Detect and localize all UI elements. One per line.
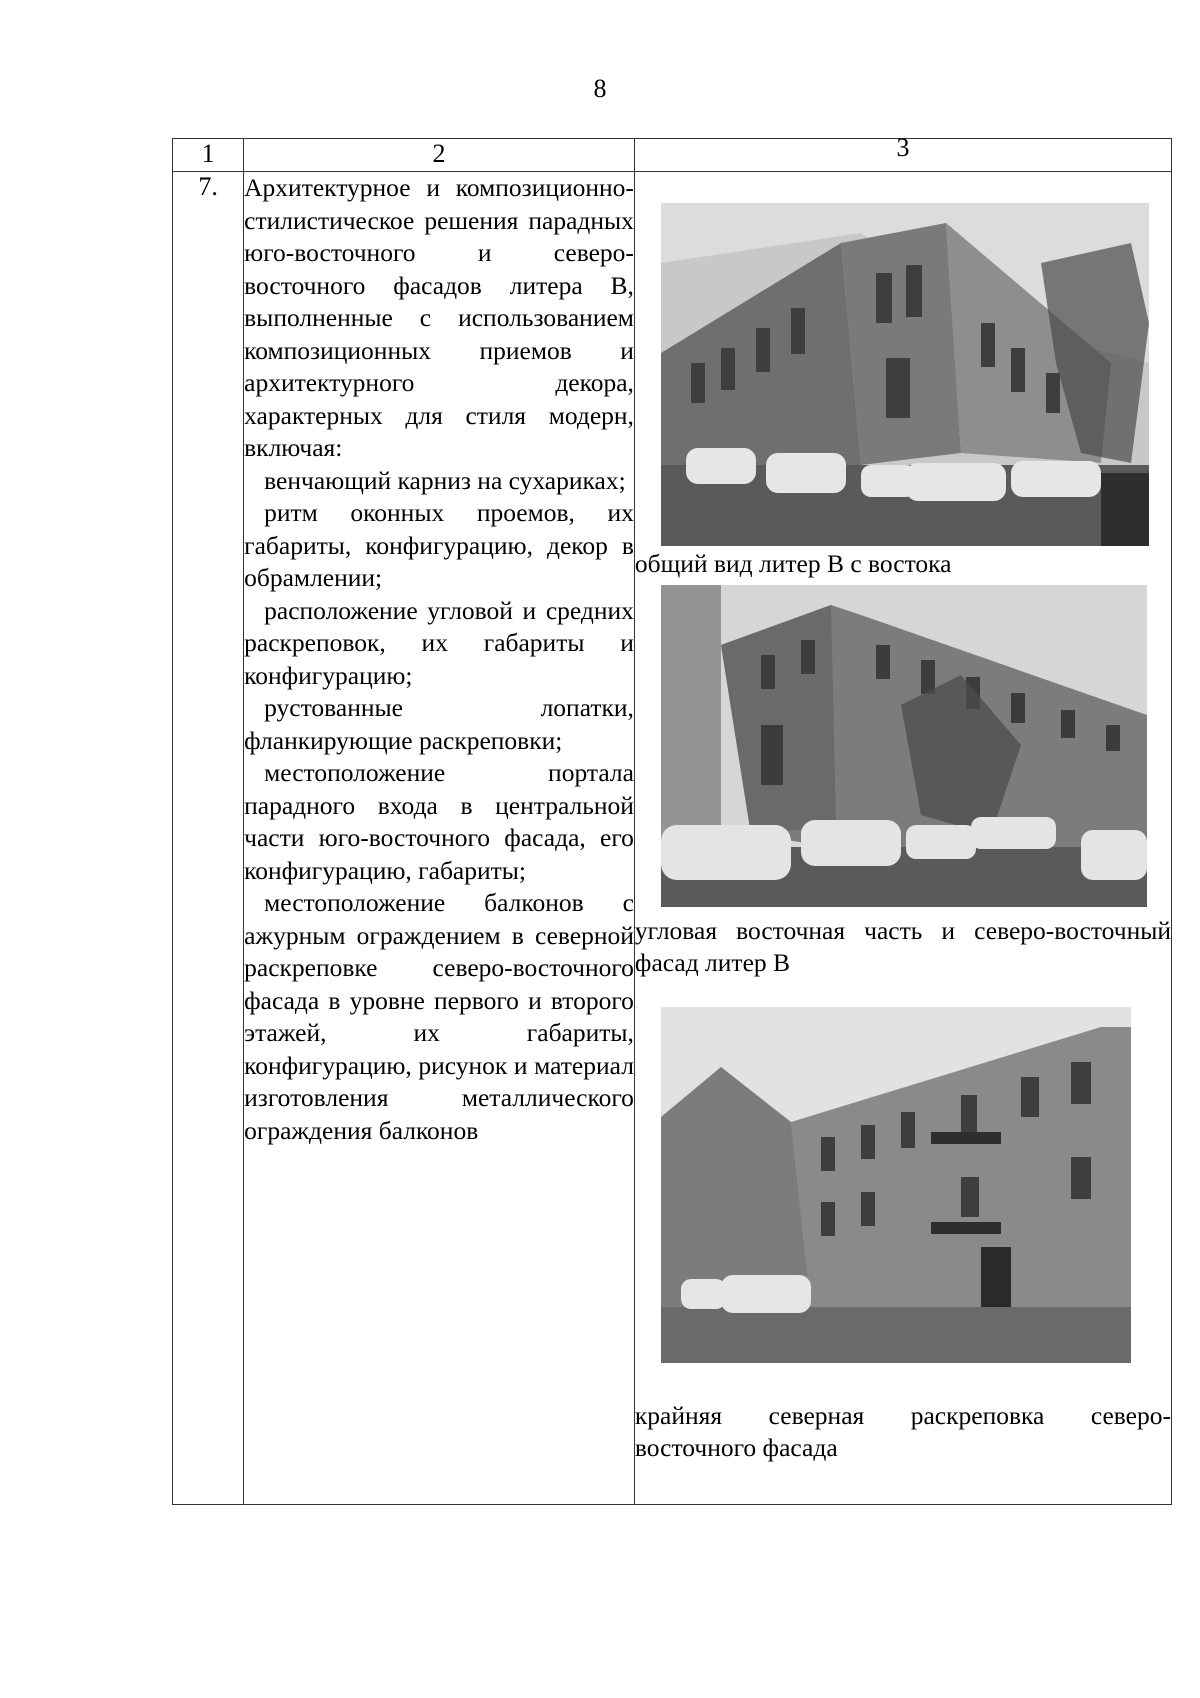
photo-caption: крайняя северная раскреповка северо-восточного фасада xyxy=(634,1400,1171,1462)
photo-caption: общий вид литер В с востока xyxy=(634,549,952,578)
description-item: местоположение балконов с ажурным ограждением в северной раскреповке северо-восточного фасада в уровне первого и второго этажей, их габариты, конфигурацию, рисунок и материал изготовления металлического ограждения балконов xyxy=(244,888,634,1145)
table-row xyxy=(173,172,1172,1505)
row-description xyxy=(244,172,635,1505)
row-photos xyxy=(634,172,1171,1505)
page-number: 8 xyxy=(593,74,607,103)
photo-caption: угловая восточная часть и северо-восточный фасад литер В xyxy=(634,915,1171,977)
column-header-3-label: 3 xyxy=(896,133,910,162)
description-item: рустованные лопатки, фланкирующие раскреповки; xyxy=(244,693,634,755)
description-item: венчающий карниз на сухариках; xyxy=(264,465,626,495)
row-number: 7. xyxy=(173,172,244,1505)
table-header-row xyxy=(173,139,1172,172)
description-item: ритм оконных проемов, их габариты, конфигурацию, декор в обрамлении; xyxy=(244,498,634,592)
column-header-2: 2 xyxy=(244,139,635,172)
building-photo-corner-view xyxy=(661,585,1147,907)
column-header-1: 1 xyxy=(173,139,244,172)
description-item: местоположение портала парадного входа в центральной части юго-восточного фасада, его конфигурацию, габариты; xyxy=(244,758,634,885)
monument-subject-table xyxy=(172,133,1172,1505)
building-photo-north-projection xyxy=(661,1007,1131,1363)
description-intro: Архитектурное и композиционно-стилистическое решения парадных юго-восточного и северо-восточного фасадов литера В, выполненные с использованием композиционных приемов и архитектурного декора, характерных для стиля модерн, включая: xyxy=(244,173,634,462)
description-item: расположение угловой и средних раскреповок, их габариты и конфигурацию; xyxy=(244,595,634,690)
column-header-3 xyxy=(634,133,1171,172)
building-photo-east-view xyxy=(661,203,1149,546)
